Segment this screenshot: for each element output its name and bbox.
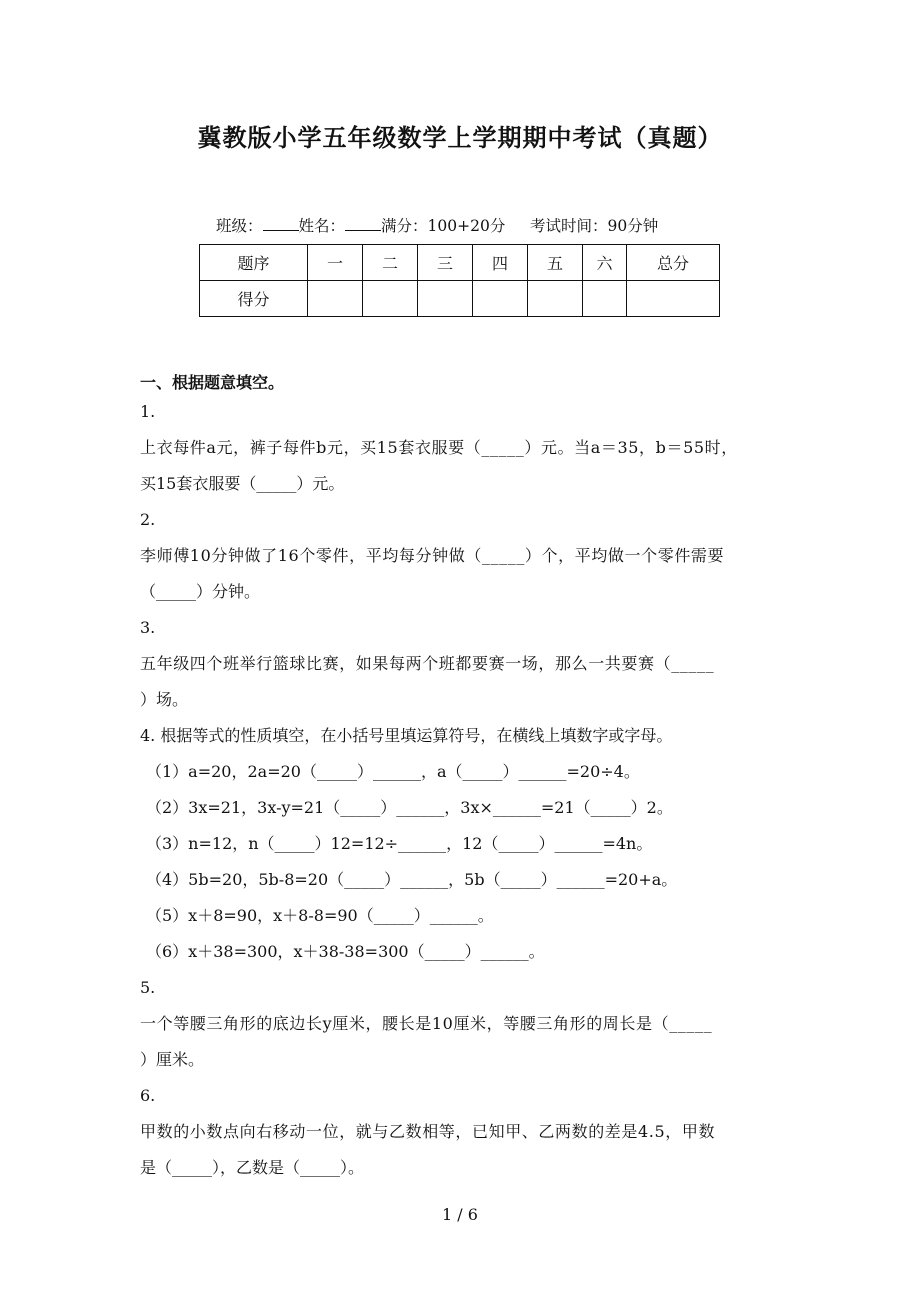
question-number: 1. (140, 402, 156, 421)
question-number: 2. (140, 510, 156, 529)
name-label: 姓名： (298, 217, 346, 235)
exam-info-line (216, 214, 658, 236)
sub-question: （3）n=12，n（_____）12=12÷______，12（_____）______=4n。 (146, 834, 653, 853)
question-text: 是（_____），乙数是（_____）。 (140, 1158, 365, 1177)
question-text: 李师傅10分钟做了16个零件，平均每分钟做（_____）个，平均做一个零件需要 (140, 546, 725, 565)
score-table-score-row (200, 281, 720, 317)
score-cell[interactable] (583, 281, 627, 317)
question-text: ）厘米。 (140, 1050, 205, 1069)
question-text: 甲数的小数点向右移动一位，就与乙数相等，已知甲、乙两数的差是4.5，甲数 (140, 1122, 716, 1141)
score-cell[interactable] (418, 281, 473, 317)
header-cell-total: 总分 (627, 245, 720, 281)
header-cell-question-order: 题序 (200, 245, 308, 281)
question-text: 4. 根据等式的性质填空，在小括号里填运算符号，在横线上填数字或字母。 (140, 726, 673, 745)
sub-question: （6）x＋38=300，x＋38-38=300（_____）______。 (146, 942, 545, 961)
score-table (199, 244, 720, 317)
score-cell[interactable] (308, 281, 363, 317)
class-label: 班级： (216, 217, 263, 235)
header-cell-4: 四 (473, 245, 528, 281)
score-row-label: 得分 (200, 281, 308, 317)
score-cell[interactable] (528, 281, 583, 317)
header-cell-1: 一 (308, 245, 363, 281)
question-text: 上衣每件a元，裤子每件b元，买15套衣服要（_____）元。当a＝35，b＝55时， (140, 438, 738, 457)
sub-question: （5）x＋8=90，x＋8-8=90（_____）______。 (146, 906, 494, 925)
page-number: 1 / 6 (442, 1205, 478, 1224)
question-text: ）场。 (140, 690, 189, 709)
question-text: 买15套衣服要（_____）元。 (140, 474, 345, 493)
question-number: 3. (140, 618, 156, 637)
question-text: （_____）分钟。 (140, 582, 261, 601)
question-text: 一个等腰三角形的底边长y厘米，腰长是10厘米，等腰三角形的周长是（_____ (140, 1014, 713, 1033)
exam-time-text: 考试时间：90分钟 (529, 217, 659, 235)
score-cell[interactable] (363, 281, 418, 317)
score-cell-total[interactable] (627, 281, 720, 317)
class-blank[interactable] (263, 216, 299, 231)
section-heading: 一、根据题意填空。 (140, 373, 285, 392)
name-blank[interactable] (345, 216, 381, 231)
score-cell[interactable] (473, 281, 528, 317)
sub-question: （2）3x=21，3x-y=21（_____）______，3x×______=21（_____）2。 (146, 798, 673, 817)
question-number: 5. (140, 978, 156, 997)
sub-question: （1）a=20，2a=20（_____）______，a（_____）______=20÷4。 (146, 762, 640, 781)
question-text: 五年级四个班举行篮球比赛，如果每两个班都要赛一场，那么一共要赛（_____ (140, 654, 715, 673)
score-table-header-row (200, 245, 720, 281)
full-score-text: 满分：100+20分 (381, 217, 506, 235)
page-title: 冀教版小学五年级数学上学期期中考试（真题） (197, 123, 723, 152)
question-body (140, 394, 790, 1186)
header-cell-3: 三 (418, 245, 473, 281)
header-cell-2: 二 (363, 245, 418, 281)
header-cell-6: 六 (583, 245, 627, 281)
question-number: 6. (140, 1086, 156, 1105)
header-cell-5: 五 (528, 245, 583, 281)
sub-question: （4）5b=20，5b-8=20（_____）______，5b（_____）______=20+a。 (146, 870, 678, 889)
